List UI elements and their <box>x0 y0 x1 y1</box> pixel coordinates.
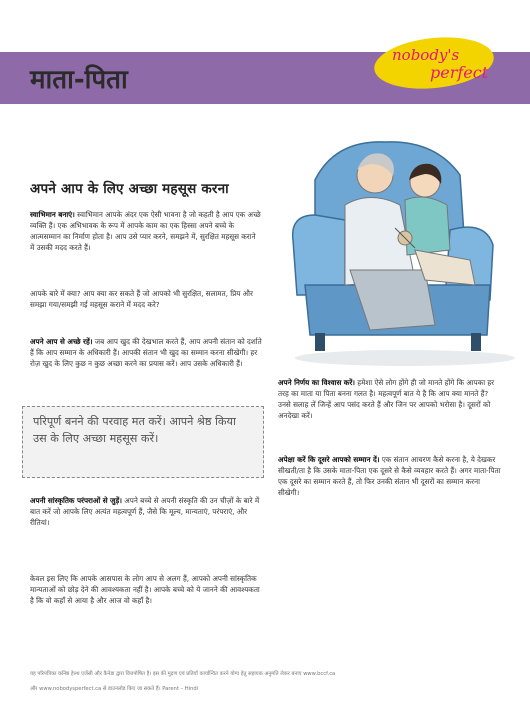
trust-text: हमेशा ऐसे लोग होंगे ही जो मानते होंगे कि आपका हर तरह का माता या पिता बनना गलत है। महत्वपूर्ण बात ये है कि आप क्या मानते हैं? उनसे सलाह लें जिन्हें आप पसंद करते हैं और जिन पर आपको भरोसा है। दूसरों को अनदेखा करें। <box>278 378 495 420</box>
footer-line-2: और www.nobodysperfect.ca से डाउनलोड किए जा सकते हैं। Parent – Hindi <box>30 686 199 692</box>
self-esteem-lead: स्वाभिमान बनाएं। <box>30 210 75 219</box>
left-paragraph-cultural-traditions <box>30 496 262 529</box>
right-paragraph-trust-decision <box>278 378 503 422</box>
logo-line1: nobody's <box>392 46 460 64</box>
right-paragraph-expect-respect <box>278 455 503 499</box>
left-paragraph-about-you: आपके बारे में क्या? आप क्या कर सकते हैं जो आपको भी सुरक्षित, सलामत, प्रिय और समझा गया/समझी गई महसूस कराने में मदद करे? <box>30 289 253 309</box>
respect-text: एक संतान आचरण कैसे करना है, ये देखकर सीखती/ता है कि उसके माता-पिता एक दूसरे से कैसे व्यवहार करते हैं। अगर माता-पिता एक दूसरे का सम्मान करते हैं, तो फिर उनकी संतान भी दूसरों का सम्मान करना सीखेगी। <box>278 455 501 497</box>
logo-line2: perfect <box>430 63 489 82</box>
left-paragraph-cultural-beliefs: केवल इस लिए कि आपके आसपास के लोग आप से अलग हैं, आपको अपनी सांस्कृतिक मान्यताओं को छोड़ देने की आवश्यकता नहीं है। आपके बच्चे को ये जानने की आवश्यकता है कि वो कहाँ से आया है और आज वो कहाँ है। <box>30 574 260 605</box>
left-paragraph-be-good-to-yourself <box>30 337 262 370</box>
nobodys-perfect-logo <box>370 34 498 92</box>
respect-lead: अपेक्षा करें कि दूसरे आपको सम्मान दें। <box>278 455 380 464</box>
be-good-lead: अपने आप से अच्छे रहें। <box>30 337 93 346</box>
footer-line-1: यह परिपत्रिका कनिष्ठ हेल्थ एजेंसी और कैनेडा द्वारा वित्तपोषित है। इस की मुद्रण एवं प्रतियाँ कार्यान्वित करने योग्य हेतु सहायक अनुमति लेकर बनाए www.bccf.ca <box>30 671 336 677</box>
cultural-lead: अपनी सांस्कृतिक परंपराओं से जुड़ें। <box>30 496 122 505</box>
cultural-text: अपने बच्चे से अपनी संस्कृति की उन चीज़ों के बारे में बात करें जो आपके लिए अत्यंत महत्वपूर्ण हैं, जैसे कि मूल्य, मान्यताएं, परंपराएं, और रीतियां। <box>30 496 260 527</box>
trust-lead: अपने निर्णय का विश्वास करें। <box>278 378 355 387</box>
grandmother-child-armchair-illustration <box>275 120 525 370</box>
self-esteem-text: स्वाभिमान आपके अंदर एक ऐसी भावना है जो कहती है आप एक अच्छे व्यक्ति हैं। एक अभिभावक के रूप में आपके काम का एक हिस्सा अपने बच्चे के आत्मसम्मान का निर्माण होता है। आप उसे प्यार करने, समझने में, सुरक्षित महसूस कराने में उसकी मदद करते हैं। <box>30 210 261 252</box>
page-title: माता-पिता <box>30 65 128 95</box>
left-paragraph-self-esteem <box>30 210 262 254</box>
callout-box: परिपूर्ण बनने की परवाह मत करें। आपने श्रेष्ठ किया उस के लिए अच्छा महसूस करें। <box>22 406 264 478</box>
section-heading: अपने आप के लिए अच्छा महसूस करना <box>30 181 229 197</box>
be-good-text: जब आप खुद की देखभाल करते हैं, आप अपनी संतान को दर्शाते हैं कि आप सम्मान के अधिकारी हैं। आपकी संतान भी खुद का सम्मान करना सीखेगी। हर रोज़ खुद के लिए कुछ न कुछ अच्छा करने का प्रयास करें। आप उसके अधिकारी हैं। <box>30 337 262 368</box>
